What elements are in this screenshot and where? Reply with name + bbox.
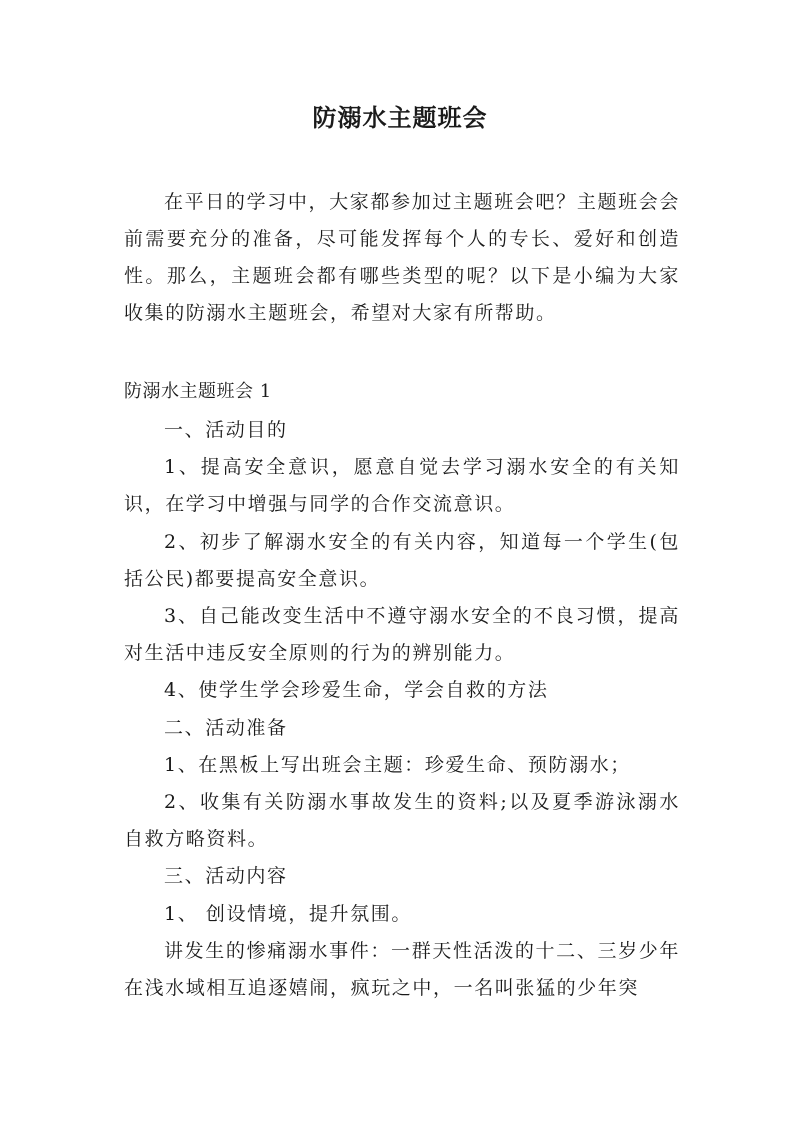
goal-item-3: 3、自己能改变生活中不遵守溺水安全的不良习惯，提高对生活中违反安全原则的行为的辨别能力。 [124,605,680,665]
heading-activity-goal: 一、活动目的 [164,419,288,441]
preparation-item-1: 1、在黑板上写出班会主题：珍爱生命、预防溺水； [164,753,631,776]
goal-item-1: 1、提高安全意识，愿意自觉去学习溺水安全的有关知识，在学习中增强与同学的合作交流意识。 [124,456,680,516]
heading-activity-content: 三、活动内容 [164,865,288,888]
content-item-1: 1、 创设情境，提升氛围。 [164,902,412,925]
heading-activity-preparation: 二、活动准备 [164,716,288,739]
document-title: 防溺水主题班会 [312,104,488,132]
section-label: 防溺水主题班会 1 [124,381,272,402]
intro-paragraph: 在平日的学习中，大家都参加过主题班会吧？主题班会会前需要充分的准备，尽可能发挥每个人的专长、爱好和创造性。那么，主题班会都有哪些类型的呢？以下是小编为大家收集的防溺水主题班会，希望对大家有所帮助。 [124,191,680,324]
body-text [124,412,680,1007]
preparation-item-2: 2、收集有关防溺水事故发生的资料;以及夏季游泳溺水自救方略资料。 [124,791,680,851]
goal-item-4: 4、使学生学会珍爱生命，学会自救的方法 [164,679,549,702]
goal-item-2: 2、初步了解溺水安全的有关内容，知道每一个学生(包括公民)都要提高安全意识。 [124,530,680,590]
content-paragraph: 讲发生的惨痛溺水事件：一群天性活泼的十二、三岁少年在浅水域相互追逐嬉闹，疯玩之中，一名叫张猛的少年突 [124,939,680,1000]
